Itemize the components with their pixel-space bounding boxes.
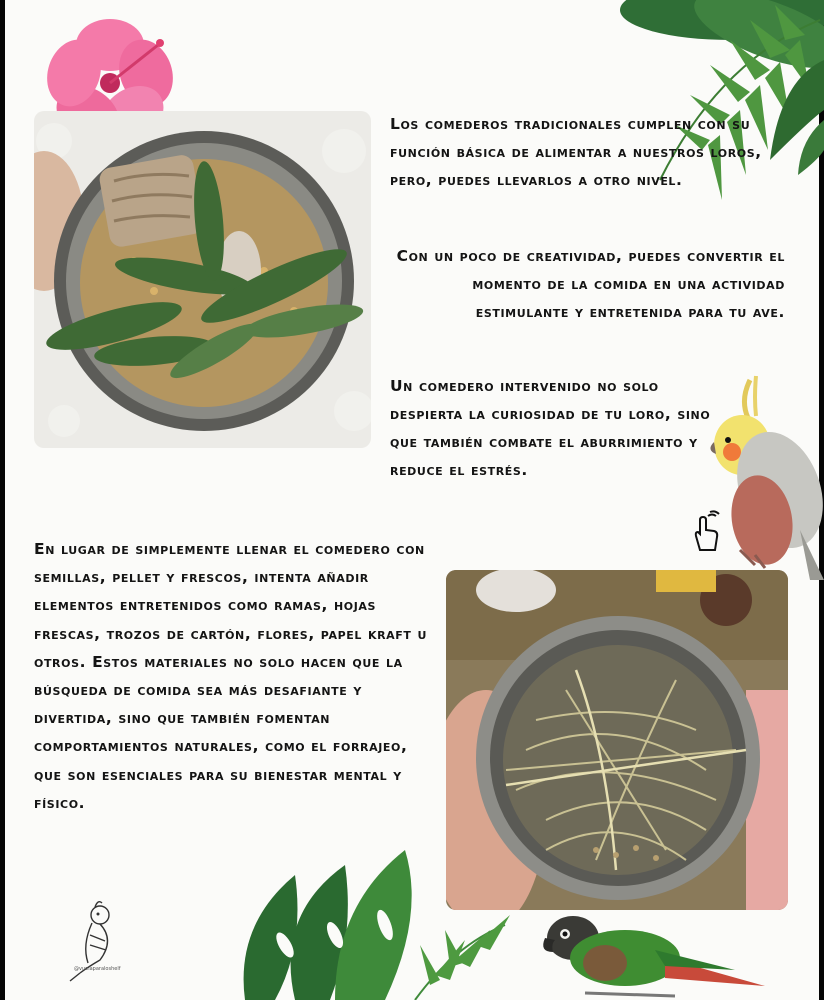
benefits-paragraph [390,372,720,484]
creativity-paragraph [395,242,785,326]
frame-left-border [0,0,5,1000]
intro-paragraph [390,110,790,194]
feeder-leaves-photo [34,111,371,448]
intro-paragraph-text: Los comederos tradicionales cumplen con su función básica de alimentar a nuestros loros, pero, puedes llevarlos a otro nivel. [390,115,762,189]
benefits-paragraph-text: Un comedero intervenido no solo despierta la curiosidad de tu loro, sino que también combate el aburrimiento y reduce el estrés. [390,377,711,479]
feeder-leaves-illustration [34,111,371,448]
suggestions-paragraph-text: En lugar de simplemente llenar el comedero con semillas, pellet y frescos, intenta añadir elementos entretenidos como ramas, hojas frescas, trozos de cartón, flores, papel kraft u otros. Estos materiales no solo hacen que la búsqueda de comida sea más desafiante y divertida, sino que también fomentan comportamientos naturales, como el forrajeo, que son esenciales para su bienestar mental y físico. [34,540,428,812]
hand-tap-icon [688,510,722,554]
logo-handle: @vuelaparaloshelf [74,966,121,972]
green-conure-parrot-icon [535,908,765,1000]
creativity-paragraph-text: Con un poco de creatividad, puedes convertir el momento de la comida en una actividad estimulante y entretenida para tu ave. [396,247,785,321]
suggestions-paragraph [34,535,434,817]
monstera-leaves-icon [235,845,515,1000]
